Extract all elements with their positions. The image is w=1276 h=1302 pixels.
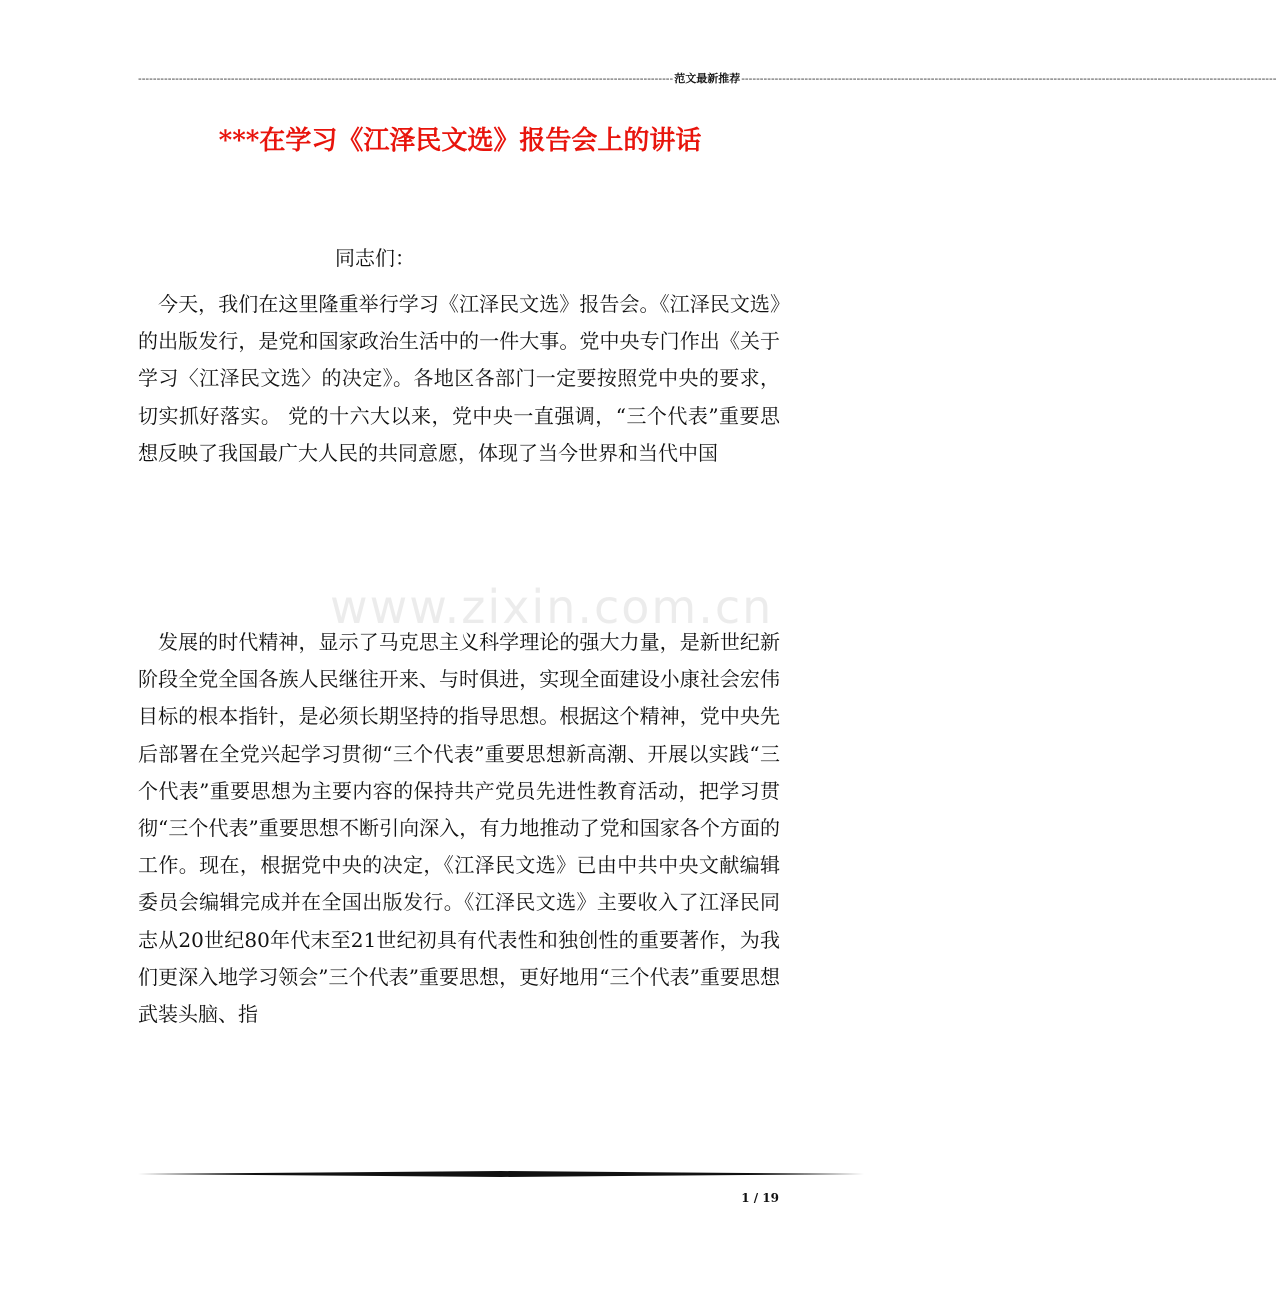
header-dashes-left: ------------------------------------------------------------------------------------------------------------------------------------------------ [138,71,674,85]
paragraph-2 [138,624,780,1033]
watermark: www.zixin.com.cn [330,580,774,634]
salutation: 同志们： [335,246,415,270]
paragraph-text: 发展的时代精神，显示了马克思主义科学理论的强大力量，是新世纪新阶段全党全国各族人民继往开来、与时俱进，实现全面建设小康社会宏伟目标的根本指针，是必须长期坚持的指导思想。根据这个精神，党中央先后部署在全党兴起学习贯彻“三个代表”重要思想新高潮、开展以实践“三个代表”重要思想为主要内容的保持共产党员先进性教育活动，把学习贯彻“三个代表”重要思想不断引向深入，有力地推动了党和国家各个方面的工作。现在，根据党中央的决定，《江泽民文选》已由中共中央文献编辑委员会编辑完成并在全国出版发行。《江泽民文选》主要收入了江泽民同志从20世纪80年代末至21世纪初具有代表性和独创性的重要著作，为我们更深入地学习领会”三个代表”重要思想，更好地用“三个代表”重要思想武装头脑、指 [138,630,780,1027]
header-dashes-right: ------------------------------------------------------------------------------------------------------------------------------------------------ [741,71,1276,85]
document-title: ***在学习《江泽民文选》报告会上的讲话 [218,126,702,156]
page-number: 1 / 19 [741,1191,779,1205]
paragraph-text: 今天，我们在这里隆重举行学习《江泽民文选》报告会。《江泽民文选》的出版发行，是党和国家政治生活中的一件大事。党中央专门作出《关于学习〈江泽民文选〉的决定》。各地区各部门一定要按照党中央的要求，切实抓好落实。 党的十六大以来，党中央一直强调，“三个代表”重要思想反映了我国最广大人民的共同意愿，体现了当今世界和当代中国 [138,292,780,465]
paragraph-1 [138,286,780,472]
header-label: 范文最新推荐 [674,72,741,85]
page-header [138,68,1276,88]
footer-divider [138,1171,864,1177]
